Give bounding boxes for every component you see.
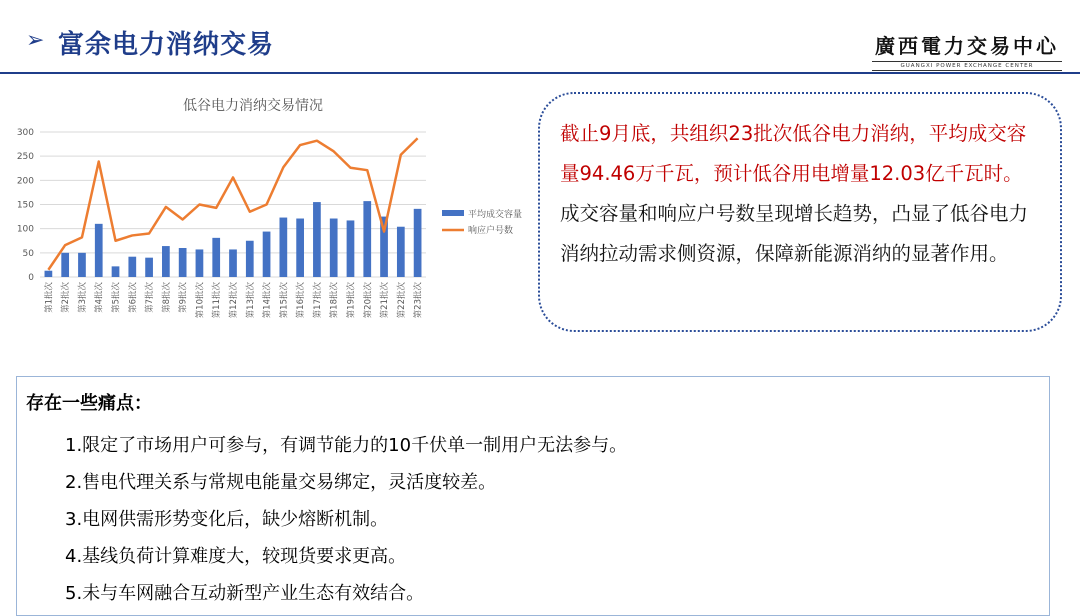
y-tick-label: 0 — [28, 273, 34, 283]
x-tick-label: 第7批次 — [145, 282, 156, 313]
x-tick-label: 第21批次 — [380, 282, 391, 319]
chart-title: 低谷电力消纳交易情况 — [183, 98, 323, 114]
bar — [145, 258, 153, 277]
bar — [263, 232, 271, 277]
logo — [872, 30, 1062, 71]
callout-body: 成交容量和响应户号数呈现增长趋势，凸显了低谷电力消纳拉动需求侧资源，保障新能源消纳的显著作用。 — [560, 202, 1029, 265]
x-tick-label: 第17批次 — [312, 282, 323, 319]
chevron-right-icon: ➢ — [26, 28, 45, 53]
legend-label: 平均成交容量 — [468, 210, 523, 220]
page-title: 富余电力消纳交易 — [58, 30, 275, 60]
x-tick-label: 第2批次 — [61, 282, 72, 313]
x-tick-label: 第22批次 — [396, 282, 407, 319]
bar — [229, 249, 237, 277]
header — [0, 0, 1080, 74]
logo-text: 廣西電力交易中心 — [875, 34, 1059, 58]
y-tick-label: 250 — [16, 152, 34, 163]
bar — [296, 219, 304, 277]
pain-points-list — [65, 427, 627, 612]
x-tick-label: 第14批次 — [262, 282, 273, 319]
bar — [162, 246, 170, 277]
list-item: 2.售电代理关系与常规电能量交易绑定，灵活度较差。 — [65, 472, 497, 493]
x-tick-label: 第6批次 — [128, 282, 139, 313]
bar — [95, 224, 103, 277]
x-tick-label: 第4批次 — [94, 282, 105, 313]
x-tick-label: 第11批次 — [212, 282, 223, 319]
summary-callout — [538, 92, 1062, 332]
list-item: 1.限定了市场用户可参与，有调节能力的10千伏单一制用户无法参与。 — [65, 435, 628, 456]
x-tick-label: 第16批次 — [296, 282, 307, 319]
x-tick-label: 第23批次 — [413, 282, 424, 319]
pain-points-panel — [16, 376, 1050, 616]
bar — [212, 238, 220, 277]
x-tick-label: 第3批次 — [77, 282, 88, 313]
bar — [330, 219, 338, 277]
list-item: 4.基线负荷计算难度大，较现货要求更高。 — [65, 546, 407, 567]
x-tick-label: 第12批次 — [229, 282, 239, 319]
bar — [196, 249, 204, 277]
x-tick-label: 第8批次 — [161, 282, 172, 313]
bar — [45, 271, 53, 277]
x-tick-label: 第18批次 — [329, 282, 340, 319]
bar — [397, 227, 405, 277]
list-item: 3.电网供需形势变化后，缺少熔断机制。 — [65, 509, 389, 530]
bar — [313, 202, 321, 277]
bar — [112, 266, 120, 277]
logo-subtext: GUANGXI POWER EXCHANGE CENTER — [872, 61, 1062, 71]
x-tick-label: 第9批次 — [178, 282, 189, 313]
y-tick-label: 50 — [22, 248, 34, 259]
bar — [128, 257, 136, 277]
y-tick-label: 150 — [16, 200, 34, 211]
pain-points-title: 存在一些痛点： — [26, 393, 152, 414]
legend-bar-swatch — [442, 210, 464, 216]
callout-text — [560, 114, 1040, 274]
callout-highlight: 截止9月底，共组织23批次低谷电力消纳，平均成交容量94.46万千瓦，预计低谷用电增量12.03亿千瓦时。 — [560, 122, 1027, 185]
y-tick-label: 200 — [16, 176, 34, 187]
bar — [246, 241, 254, 277]
x-tick-label: 第15批次 — [279, 282, 290, 319]
y-tick-label: 300 — [16, 128, 34, 138]
chart — [8, 90, 538, 340]
x-tick-label: 第13批次 — [245, 282, 256, 319]
bar — [179, 248, 187, 277]
bar — [61, 253, 69, 277]
legend-label: 响应户号数 — [468, 226, 514, 236]
x-tick-label: 第19批次 — [346, 282, 357, 319]
y-tick-label: 100 — [16, 224, 34, 235]
bar — [279, 218, 287, 277]
chart-svg — [8, 90, 538, 340]
x-tick-label: 第10批次 — [195, 282, 206, 319]
bar — [414, 209, 422, 277]
x-tick-label: 第1批次 — [44, 282, 55, 313]
bar — [363, 201, 371, 277]
bar — [78, 253, 86, 277]
x-tick-label: 第20批次 — [363, 282, 374, 319]
header-divider — [0, 72, 1080, 74]
list-item: 5.未与车网融合互动新型产业生态有效结合。 — [65, 583, 425, 604]
x-tick-label: 第5批次 — [111, 282, 122, 313]
bar — [347, 220, 355, 277]
